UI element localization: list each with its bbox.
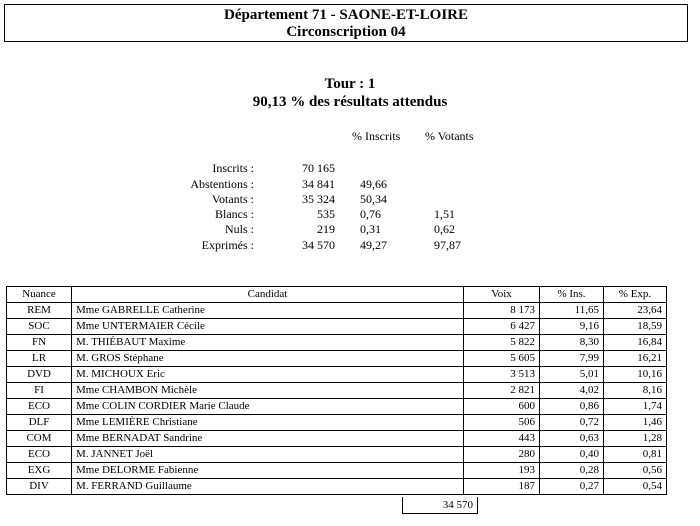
candidate-cell: M. THIÉBAUT Maxime [72, 335, 464, 351]
pct-exp-cell: 1,28 [604, 431, 667, 447]
votes-cell: 193 [464, 463, 540, 479]
candidate-cell: Mme UNTERMAIER Cécile [72, 319, 464, 335]
candidate-cell: Mme COLIN CORDIER Marie Claude [72, 399, 464, 415]
table-header-row [7, 287, 667, 303]
pct-exp-cell: 10,16 [604, 367, 667, 383]
stat-pct-inscrits: 0,31 [360, 222, 381, 236]
stat-label: Inscrits : [212, 161, 254, 175]
nuance-cell: LR [7, 351, 72, 367]
table-row [7, 303, 667, 319]
stat-pct-inscrits: 50,34 [360, 192, 387, 206]
tour-title: Tour : 1 [324, 76, 376, 92]
pct-exp-cell: 0,56 [604, 463, 667, 479]
stat-label: Abstentions : [190, 177, 254, 191]
pct-exp-cell: 1,74 [604, 399, 667, 415]
pct-ins-cell: 9,16 [540, 319, 604, 335]
votes-cell: 6 427 [464, 319, 540, 335]
header-candidat: Candidat [72, 287, 464, 303]
stat-label: Votants : [211, 192, 254, 206]
pct-ins-cell: 7,99 [540, 351, 604, 367]
table-row [7, 479, 667, 495]
pct-ins-cell: 0,86 [540, 399, 604, 415]
nuance-cell: DIV [7, 479, 72, 495]
votes-cell: 600 [464, 399, 540, 415]
table-row [7, 367, 667, 383]
pct-exp-cell: 16,21 [604, 351, 667, 367]
pct-ins-cell: 0,28 [540, 463, 604, 479]
pct-exp-cell: 16,84 [604, 335, 667, 351]
stat-value: 34 841 [302, 177, 335, 191]
pct-ins-cell: 0,72 [540, 415, 604, 431]
candidate-cell: Mme CHAMBON Michèle [72, 383, 464, 399]
candidate-cell: Mme DELORME Fabienne [72, 463, 464, 479]
candidate-cell: M. MICHOUX Eric [72, 367, 464, 383]
circonscription-title: Circonscription 04 [286, 24, 406, 40]
votes-cell: 2 821 [464, 383, 540, 399]
table-row [7, 431, 667, 447]
stat-label: Blancs : [215, 207, 254, 221]
nuance-cell: EXG [7, 463, 72, 479]
stat-label: Nuls : [224, 222, 254, 236]
stat-value: 34 570 [302, 238, 335, 252]
pct-ins-cell: 4,02 [540, 383, 604, 399]
stat-pct-inscrits: 0,76 [360, 207, 381, 221]
table-row [7, 335, 667, 351]
stat-pct-inscrits: 49,66 [360, 177, 387, 191]
table-row [7, 447, 667, 463]
votes-cell: 5 605 [464, 351, 540, 367]
pct-exp-cell: 8,16 [604, 383, 667, 399]
votes-cell: 443 [464, 431, 540, 447]
stat-value: 70 165 [302, 161, 335, 175]
nuance-cell: DLF [7, 415, 72, 431]
votes-cell: 187 [464, 479, 540, 495]
candidate-cell: Mme GABRELLE Catherine [72, 303, 464, 319]
nuance-cell: SOC [7, 319, 72, 335]
candidate-cell: Mme BERNADAT Sandrine [72, 431, 464, 447]
table-row [7, 399, 667, 415]
pct-exp-cell: 0,54 [604, 479, 667, 495]
table-row [7, 415, 667, 431]
stat-pct-votants: 97,87 [434, 238, 461, 252]
pct-ins-cell: 0,40 [540, 447, 604, 463]
candidate-cell: M. FERRAND Guillaume [72, 479, 464, 495]
nuance-cell: ECO [7, 447, 72, 463]
nuance-cell: DVD [7, 367, 72, 383]
pct-ins-cell: 0,27 [540, 479, 604, 495]
table-row [7, 383, 667, 399]
stat-pct-votants: 1,51 [434, 207, 455, 221]
candidate-cell: Mme LEMIÈRE Christiane [72, 415, 464, 431]
stat-value: 535 [317, 207, 335, 221]
stat-label: Exprimés : [201, 238, 254, 252]
pct-ins-cell: 0,63 [540, 431, 604, 447]
results-table [6, 286, 667, 495]
stat-pct-inscrits: 49,27 [360, 238, 387, 252]
header-voix: Voix [464, 287, 540, 303]
votes-cell: 8 173 [464, 303, 540, 319]
pct-exp-cell: 23,64 [604, 303, 667, 319]
pct-ins-cell: 5,01 [540, 367, 604, 383]
pct-exp-cell: 0,81 [604, 447, 667, 463]
stats-block [0, 0, 700, 260]
nuance-cell: FN [7, 335, 72, 351]
votes-cell: 506 [464, 415, 540, 431]
nuance-cell: COM [7, 431, 72, 447]
header-pct-ins: % Ins. [540, 287, 604, 303]
table-row [7, 351, 667, 367]
nuance-cell: FI [7, 383, 72, 399]
results-progress: 90,13 % des résultats attendus [252, 94, 448, 110]
table-row [7, 319, 667, 335]
stats-col-votants: % Votants [425, 129, 474, 143]
table-row [7, 463, 667, 479]
pct-exp-cell: 1,46 [604, 415, 667, 431]
header-nuance: Nuance [7, 287, 72, 303]
votes-cell: 5 822 [464, 335, 540, 351]
pct-ins-cell: 8,30 [540, 335, 604, 351]
votes-cell: 280 [464, 447, 540, 463]
stat-pct-votants: 0,62 [434, 222, 455, 236]
total-votes: 34 570 [402, 497, 478, 514]
candidate-cell: M. JANNET Joël [72, 447, 464, 463]
votes-cell: 3 513 [464, 367, 540, 383]
stat-value: 219 [317, 222, 335, 236]
pct-exp-cell: 18,59 [604, 319, 667, 335]
header-pct-exp: % Exp. [604, 287, 667, 303]
candidate-cell: M. GROS Stéphane [72, 351, 464, 367]
pct-ins-cell: 11,65 [540, 303, 604, 319]
nuance-cell: ECO [7, 399, 72, 415]
department-title: Département 71 - SAONE-ET-LOIRE [223, 7, 469, 23]
nuance-cell: REM [7, 303, 72, 319]
stat-value: 35 324 [302, 192, 335, 206]
stats-col-inscrits: % Inscrits [352, 129, 401, 143]
